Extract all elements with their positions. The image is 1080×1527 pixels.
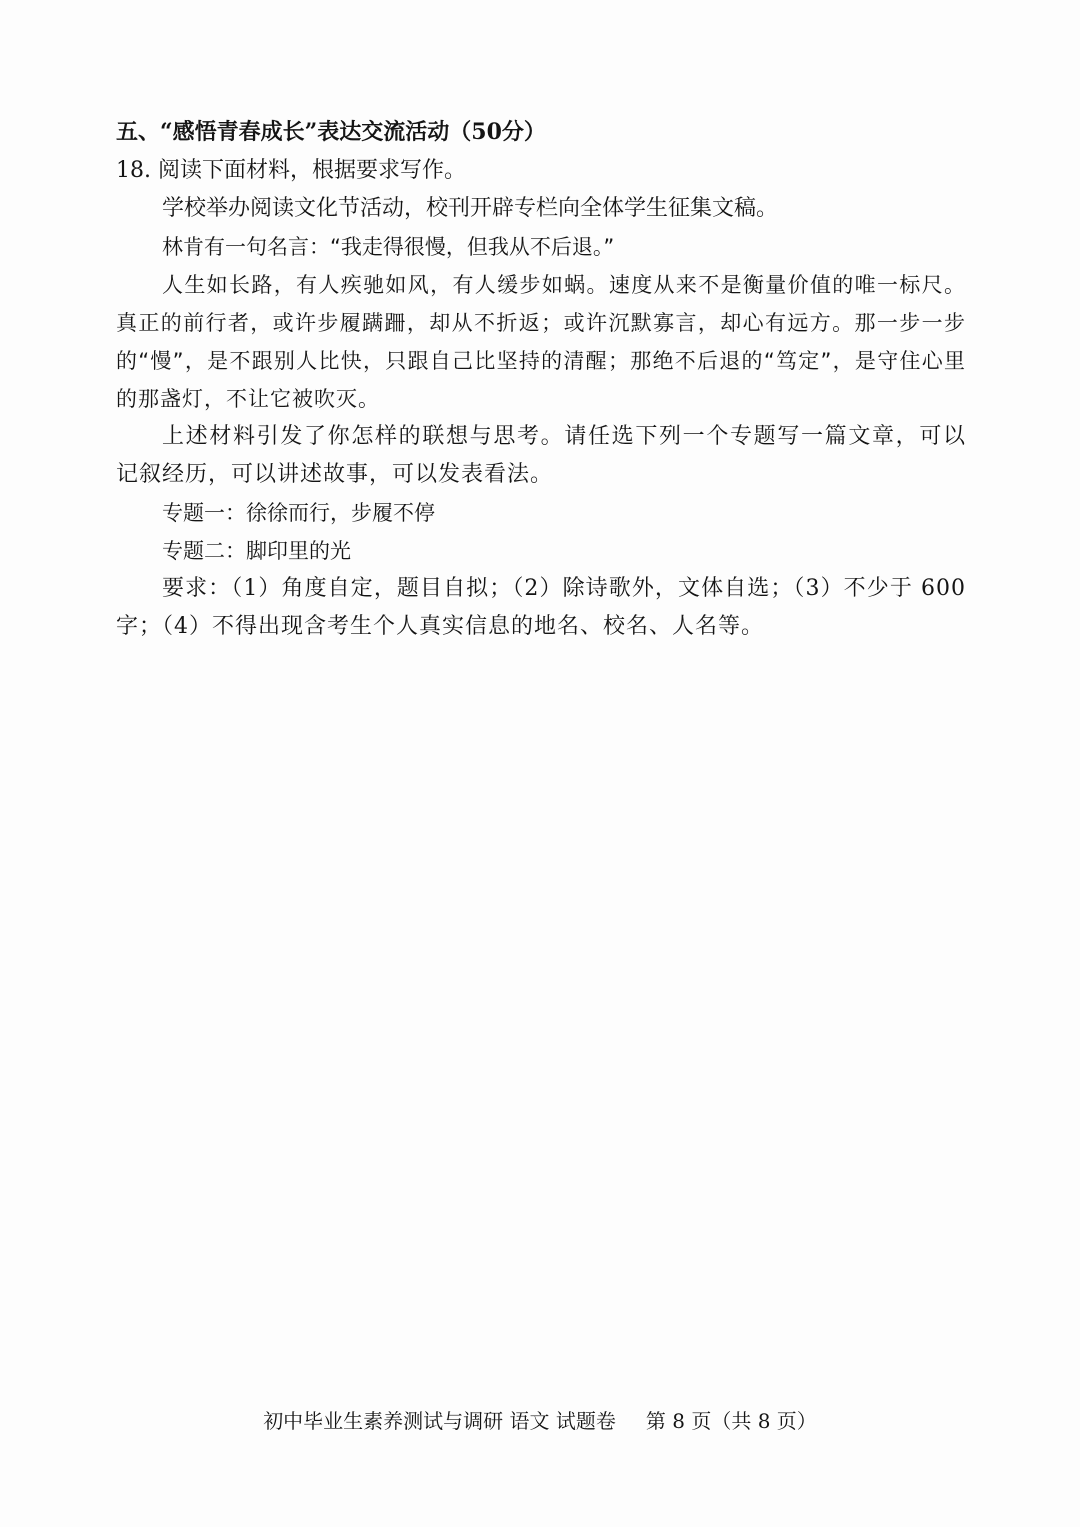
footer-exam-title: 初中毕业生素养测试与调研 语文 试题卷 bbox=[263, 1409, 616, 1433]
requirements-text: 要求：（1）角度自定，题目自拟；（2）除诗歌外，文体自选；（3）不少于 600 字；（4）不得出现含考生个人真实信息的地名、校名、人名等。 bbox=[116, 576, 966, 639]
topic-one: 专题一：徐徐而行，步履不停 bbox=[162, 501, 435, 525]
page-content bbox=[116, 112, 966, 646]
page-footer bbox=[0, 1406, 1080, 1436]
material-paragraph: 人生如长路，有人疾驰如风，有人缓步如蜗。速度从来不是衡量价值的唯一标尺。真正的前行者，或许步履蹒跚，却从不折返；或许沉默寡言，却心有远方。那一步一步的“慢”，是不跟别人比快，只跟自己比坚持的清醒；那绝不后退的“笃定”，是守住心里的那盏灯，不让它被吹灭。 bbox=[116, 273, 966, 411]
section-heading: 五、“感悟青春成长”表达交流活动（50分） bbox=[116, 119, 546, 145]
topic-two: 专题二：脚印里的光 bbox=[162, 539, 351, 563]
intro-text: 学校举办阅读文化节活动，校刊开辟专栏向全体学生征集文稿。 bbox=[162, 196, 779, 221]
footer-page-info: 第 8 页（共 8 页） bbox=[645, 1409, 817, 1433]
quote-line: 林肯有一句名言：“我走得很慢，但我从不后退。” bbox=[162, 235, 615, 259]
question-prompt: 18. 阅读下面材料，根据要求写作。 bbox=[116, 158, 466, 183]
task-paragraph: 上述材料引发了你怎样的联想与思考。请任选下列一个专题写一篇文章，可以记叙经历，可以讲述故事，可以发表看法。 bbox=[116, 424, 966, 487]
